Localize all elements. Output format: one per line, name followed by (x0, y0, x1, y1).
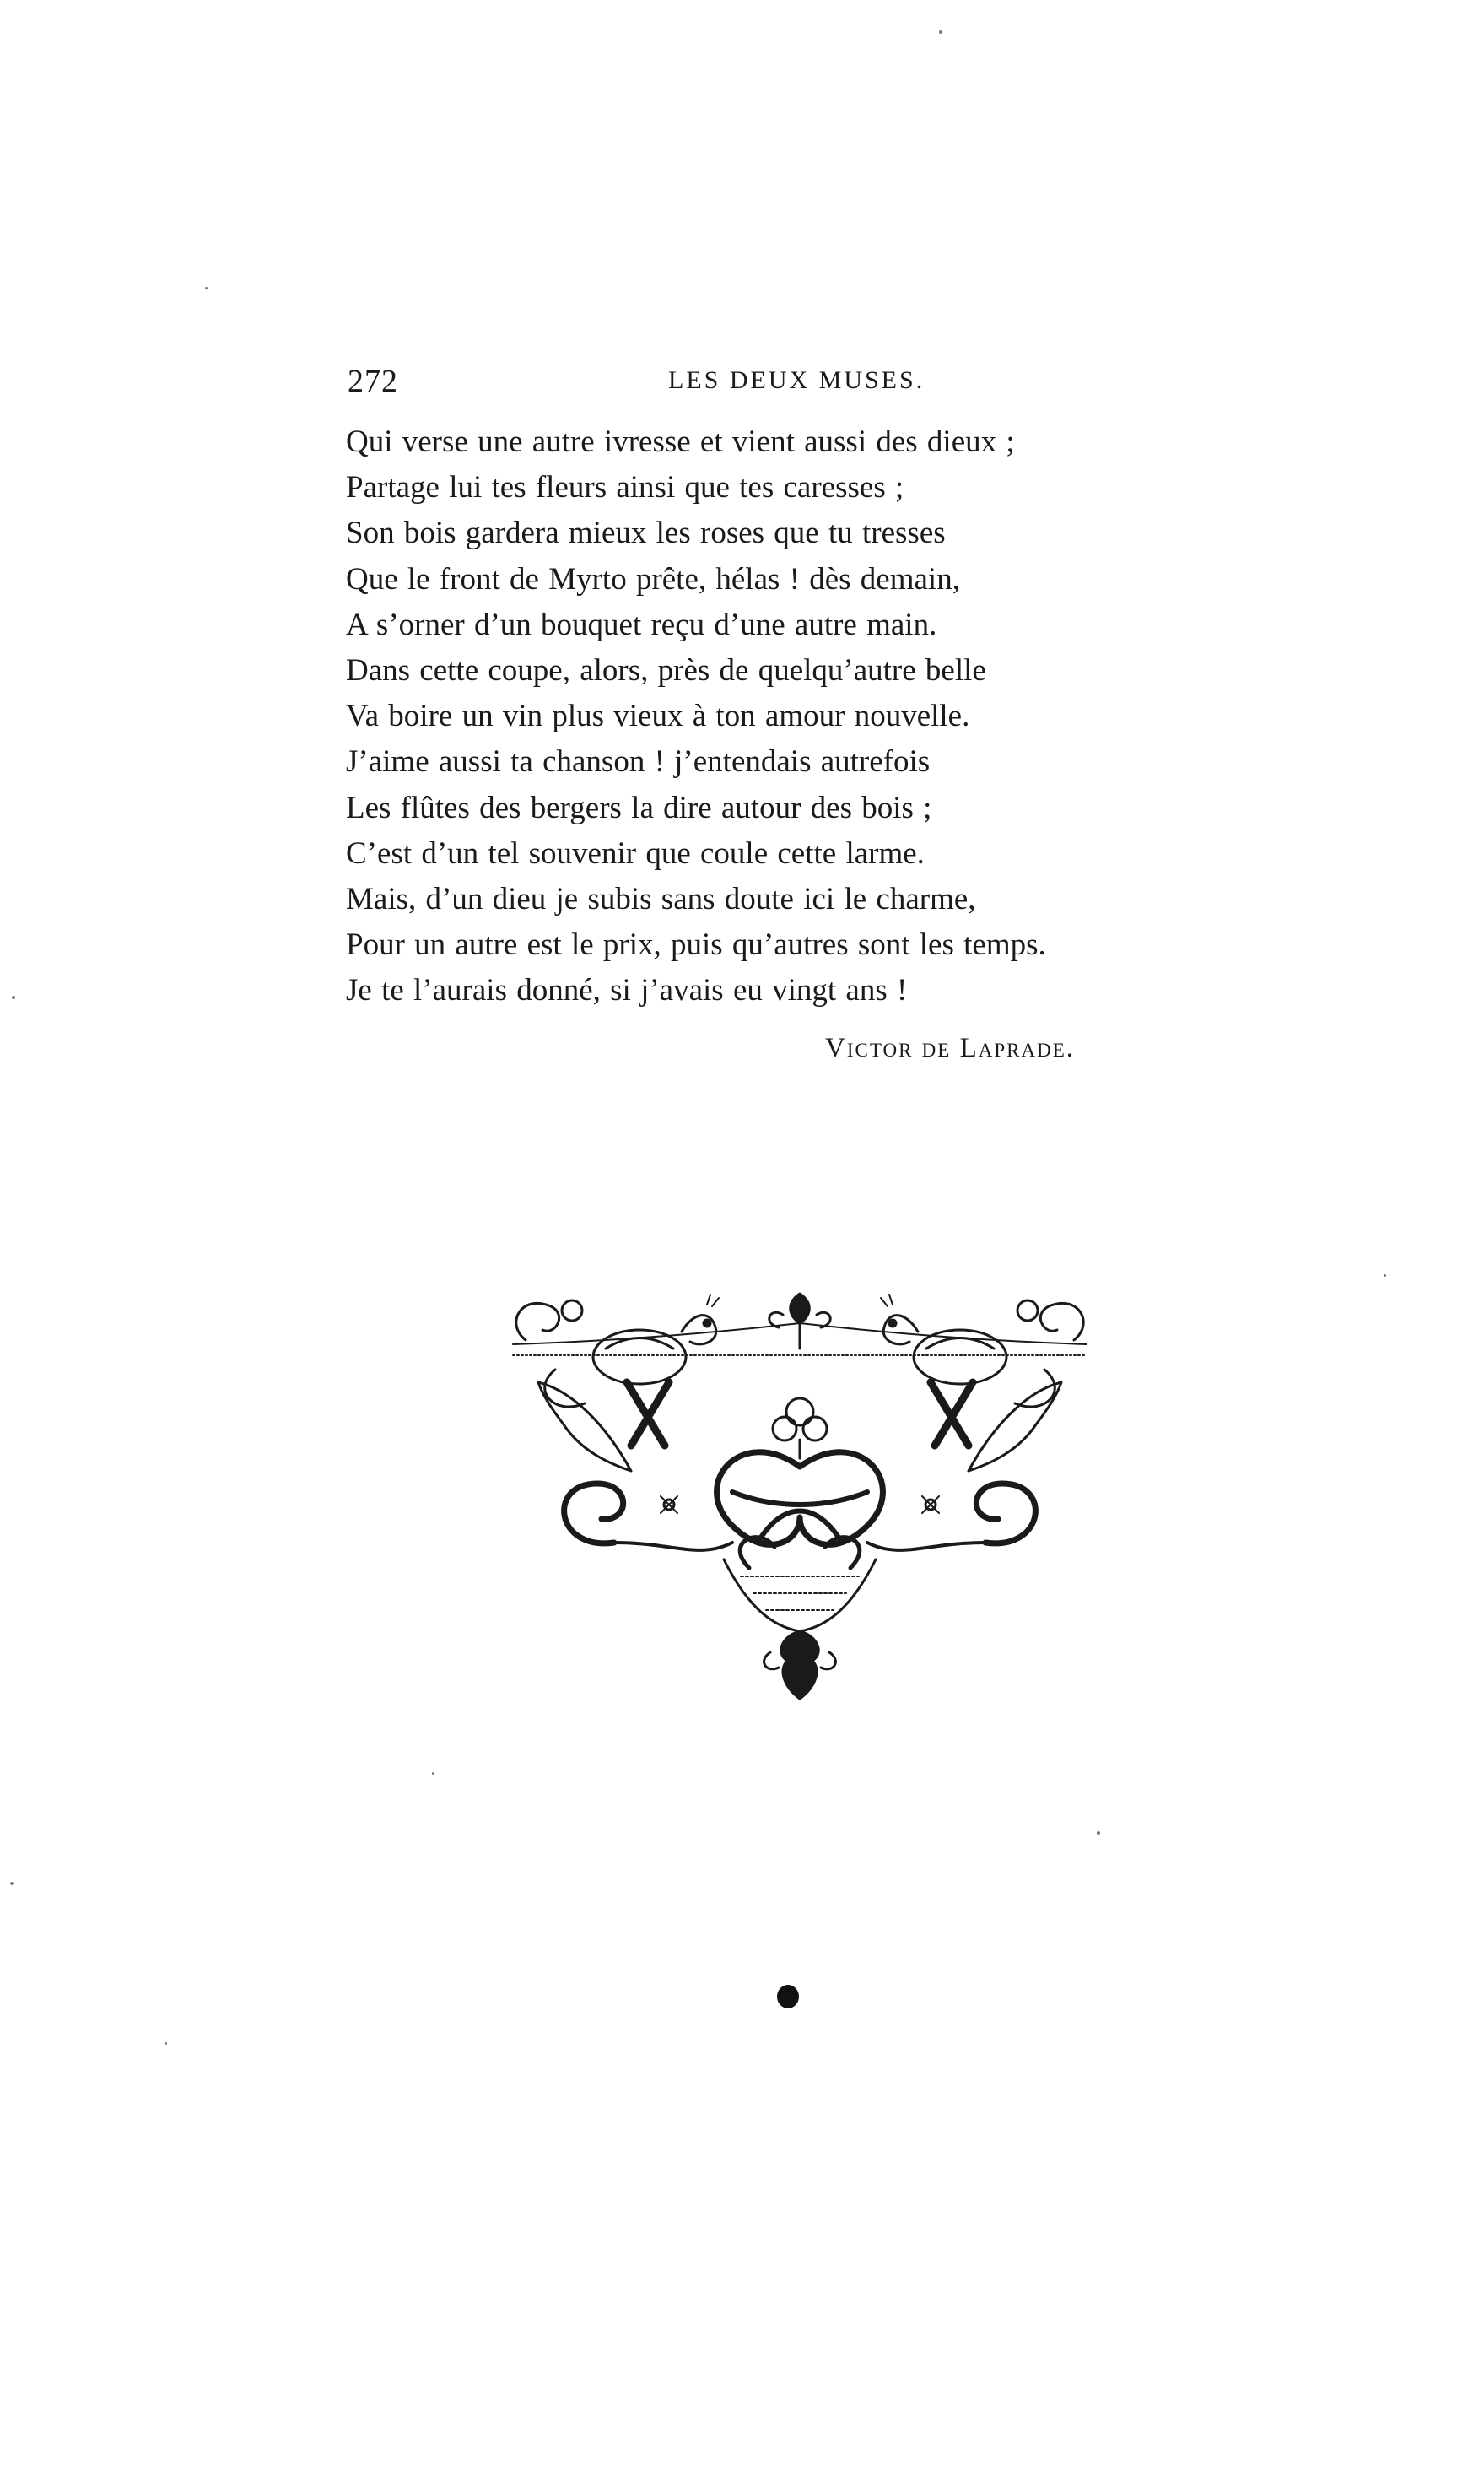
poem-line: Partage lui tes fleurs ainsi que tes caresses ; (346, 470, 904, 505)
poem-line: Va boire un vin plus vieux à ton amour nouvelle. (346, 699, 970, 734)
poem-line: J’aime aussi ta chanson ! j’entendais autrefois (346, 744, 931, 780)
cul-de-lampe-ornament (505, 1289, 1095, 1703)
paper-speck (165, 2042, 167, 2045)
page-number: 272 (348, 364, 398, 399)
paper-speck (1097, 1831, 1100, 1835)
running-head (348, 363, 1136, 405)
poem-line: Les flûtes des bergers la dire autour des bois ; (346, 790, 932, 825)
paper-speck (1384, 1274, 1386, 1277)
ink-blot (777, 1985, 799, 2008)
paper-speck (12, 996, 15, 999)
paper-speck (939, 30, 942, 34)
author-signature: Victor de Laprade. (825, 1033, 1075, 1063)
paper-speck (432, 1772, 434, 1775)
poem-line: Que le front de Myrto prête, hélas ! dès demain, (346, 561, 960, 597)
poem-line: Mais, d’un dieu je subis sans doute ici le charme, (346, 882, 976, 917)
paper-speck (10, 1882, 14, 1885)
poem-line: Qui verse une autre ivresse et vient aussi des dieux ; (346, 424, 1015, 459)
running-title: LES DEUX MUSES. (668, 366, 925, 394)
poem-line: Son bois gardera mieux les roses que tu tresses (346, 516, 946, 551)
poem-line: Je te l’aurais donné, si j’avais eu vingt ans ! (346, 973, 908, 1008)
poem-line: A s’orner d’un bouquet reçu d’une autre main. (346, 607, 937, 642)
poem (346, 419, 1173, 1014)
paper-speck (205, 287, 208, 289)
poem-line: C’est d’un tel souvenir que coule cette larme. (346, 835, 925, 871)
poem-line: Dans cette coupe, alors, près de quelqu’autre belle (346, 653, 986, 689)
poem-line: Pour un autre est le prix, puis qu’autres sont les temps. (346, 927, 1046, 963)
